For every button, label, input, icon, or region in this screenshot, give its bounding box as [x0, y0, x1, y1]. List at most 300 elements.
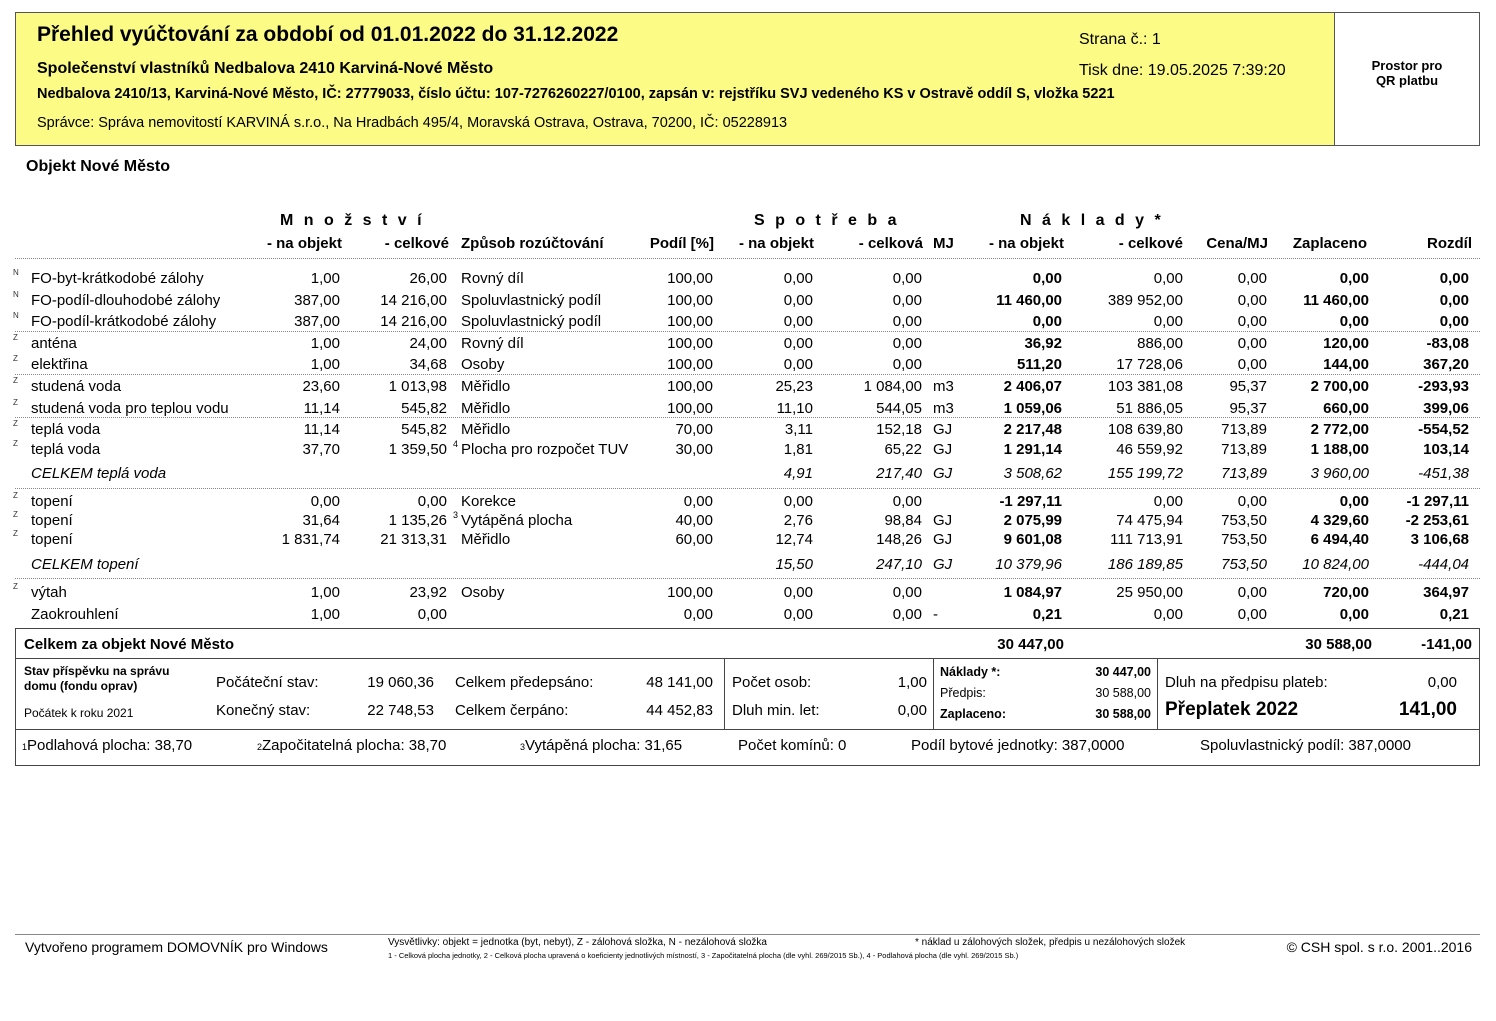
- fund-since: Počátek k roku 2021: [24, 706, 134, 720]
- cell-diff: 364,97: [1423, 584, 1469, 601]
- table-row: [0, 333, 1496, 354]
- cell-paid: 0,00: [1339, 606, 1369, 623]
- cell-q_tot: 0,00: [417, 493, 447, 510]
- row-flag: Z: [13, 491, 18, 500]
- cell-method: Osoby: [461, 584, 505, 601]
- costs-value: 30 447,00: [1095, 665, 1151, 679]
- cell-share: 100,00: [667, 356, 713, 373]
- unit-share: Podíl bytové jednotky: 387,0000: [911, 737, 1125, 754]
- heated-area-sup: 3: [520, 742, 526, 752]
- cell-q_tot: 23,92: [409, 584, 447, 601]
- footer-legend-numbers: 1 - Celková plocha jednotky, 2 - Celková plocha upravená o koeficienty jednotlivých místností, 3 - Započitatelná plocha (dle vyhl. 269/2015 Sb.), 4 - Podlahová plocha (dle vyhl. 269/2015 Sb.): [388, 951, 1019, 960]
- prescription-value: 30 588,00: [1095, 686, 1151, 700]
- counted-area-text: Započitatelná plocha: 38,70: [262, 737, 447, 754]
- cell-c_tot: 0,00: [1153, 270, 1183, 287]
- cell-c_tot: 25 950,00: [1116, 584, 1183, 601]
- cell-method: Korekce: [461, 493, 517, 510]
- cell-paid: 0,00: [1339, 270, 1369, 287]
- cell-paid: 6 494,40: [1310, 531, 1369, 548]
- col-nk-na-objekt: - na objekt: [988, 235, 1064, 252]
- cell-diff: -1 297,11: [1406, 493, 1469, 510]
- debt-value: 0,00: [1427, 674, 1457, 691]
- cell-q_obj: 31,64: [302, 512, 340, 529]
- cell-s_obj: 12,74: [775, 531, 813, 548]
- cell-s_tot: 217,40: [876, 465, 922, 482]
- cell-share: 100,00: [667, 292, 713, 309]
- table-row: [0, 398, 1496, 419]
- cell-c_tot: 0,00: [1153, 313, 1183, 330]
- cell-price: 0,00: [1237, 356, 1267, 373]
- group-naklady: N á k l a d y *: [1020, 212, 1164, 229]
- prescribed-label: Celkem předepsáno:: [455, 674, 594, 691]
- cell-q_obj: 11,14: [303, 400, 340, 417]
- cell-diff: 103,14: [1423, 441, 1469, 458]
- association-name: Společenství vlastníků Nedbalova 2410 Karviná-Nové Město: [37, 60, 494, 77]
- cell-paid: 1 188,00: [1310, 441, 1369, 458]
- cell-method: Měřidlo: [461, 378, 511, 395]
- cell-mj: GJ: [933, 421, 953, 438]
- cell-diff: -293,93: [1418, 378, 1469, 395]
- cell-diff: 0,00: [1439, 313, 1469, 330]
- cell-paid: 11 460,00: [1303, 292, 1369, 309]
- fund-label: [24, 664, 169, 694]
- cell-q_obj: 37,70: [302, 441, 340, 458]
- fund-label-line1: Stav příspěvku na správu: [24, 664, 170, 678]
- qr-label-1: Prostor pro: [1371, 58, 1443, 73]
- drawn-value: 44 452,83: [646, 702, 713, 719]
- col-sp-celkova: - celková: [858, 235, 923, 252]
- row-name: FO-byt-krátkodobé zálohy: [31, 270, 204, 287]
- cell-s_tot: 98,84: [884, 512, 922, 529]
- qr-placeholder: [1334, 12, 1480, 146]
- cell-c_tot: 74 475,94: [1116, 512, 1183, 529]
- cell-method: Měřidlo: [461, 400, 511, 417]
- row-name: teplá voda: [31, 421, 101, 438]
- cell-method: Spoluvlastnický podíl: [461, 292, 602, 309]
- row-divider: [15, 331, 1480, 332]
- cell-c_obj: 1 059,06: [1003, 400, 1062, 417]
- row-name: anténa: [31, 335, 77, 352]
- row-flag: Z: [13, 398, 18, 407]
- cell-c_tot: 0,00: [1153, 493, 1183, 510]
- table-row: [0, 419, 1496, 440]
- paid-label: Zaplaceno:: [940, 707, 1006, 721]
- cell-share: 40,00: [675, 512, 713, 529]
- cell-c_tot: 17 728,06: [1116, 356, 1183, 373]
- cell-c_obj: 2 406,07: [1003, 378, 1062, 395]
- cell-c_obj: 1 084,97: [1003, 584, 1062, 601]
- col-podil: Podíl [%]: [649, 235, 714, 252]
- row-name: Zaokrouhlení: [31, 606, 119, 623]
- cell-s_tot: 1 084,00: [863, 378, 922, 395]
- group-spotreba: S p o t ř e b a: [754, 212, 900, 229]
- cell-s_obj: 2,76: [783, 512, 813, 529]
- table-row: [0, 582, 1496, 603]
- cell-method: Vytápěná plocha: [461, 512, 573, 529]
- cell-c_obj: -1 297,11: [999, 493, 1062, 510]
- cell-c_tot: 186 189,85: [1107, 556, 1183, 573]
- cell-price: 95,37: [1229, 378, 1267, 395]
- row-flag: Z: [13, 376, 18, 385]
- cell-s_tot: 0,00: [892, 292, 922, 309]
- footer-copyright: © CSH spol. s r.o. 2001..2016: [1286, 939, 1472, 955]
- cell-q_tot: 1 135,26: [388, 512, 447, 529]
- cell-s_tot: 0,00: [892, 584, 922, 601]
- fund-label-line2: domu (fondu oprav): [24, 679, 138, 693]
- print-date: Tisk dne: 19.05.2025 7:39:20: [1079, 62, 1286, 79]
- drawn-label: Celkem čerpáno:: [455, 702, 569, 719]
- cell-q_tot: 1 013,98: [388, 378, 447, 395]
- cell-share: 0,00: [683, 493, 713, 510]
- cell-paid: 660,00: [1323, 400, 1369, 417]
- cell-price: 753,50: [1221, 556, 1267, 573]
- report-title: Přehled vyúčtování za období od 01.01.2022 do 31.12.2022: [37, 23, 619, 46]
- row-flag: Z: [13, 419, 18, 428]
- cell-paid: 120,00: [1323, 335, 1369, 352]
- table-row: [0, 491, 1496, 512]
- cell-s_tot: 148,26: [876, 531, 922, 548]
- floor-area-text: Podlahová plocha: 38,70: [27, 737, 193, 754]
- col-sp-na-objekt: - na objekt: [738, 235, 814, 252]
- subtotal-row: [0, 463, 1496, 484]
- cell-q_tot: 14 216,00: [380, 313, 447, 330]
- counted-area-sup: 2: [257, 742, 263, 752]
- cell-q_tot: 545,82: [401, 421, 447, 438]
- cell-q_obj: 387,00: [294, 313, 340, 330]
- cell-paid: 2 700,00: [1310, 378, 1369, 395]
- col-rozdil: Rozdíl: [1427, 235, 1472, 252]
- cell-share: 0,00: [683, 606, 713, 623]
- method-sup: 4: [453, 439, 459, 449]
- cell-q_tot: 0,00: [417, 606, 447, 623]
- table-row: [0, 529, 1496, 550]
- overpay-value: 141,00: [1398, 699, 1457, 720]
- cell-q_obj: 0,00: [310, 493, 340, 510]
- total-costs: 30 447,00: [997, 636, 1064, 653]
- cell-s_obj: 3,11: [784, 421, 813, 438]
- cell-diff: 399,06: [1423, 400, 1469, 417]
- cell-q_obj: 1 831,74: [281, 531, 340, 548]
- cell-c_obj: 10 379,96: [995, 556, 1062, 573]
- minor-debt-value: 0,00: [897, 702, 927, 719]
- row-flag: Z: [13, 582, 18, 591]
- cell-method: Rovný díl: [461, 270, 524, 287]
- table-row: [0, 268, 1496, 289]
- footer-legend-note: * náklad u zálohových složek, předpis u nezálohových složek: [915, 937, 1186, 948]
- cell-q_obj: 1,00: [310, 335, 340, 352]
- row-flag: Z: [13, 439, 18, 448]
- cell-s_tot: 0,00: [892, 606, 922, 623]
- table-row: [0, 354, 1496, 375]
- cell-c_tot: 51 886,05: [1116, 400, 1183, 417]
- col-zpusob: Způsob rozúčtování: [461, 235, 604, 252]
- cell-s_obj: 0,00: [783, 313, 813, 330]
- cell-price: 0,00: [1237, 584, 1267, 601]
- col-mj: MJ: [933, 235, 954, 252]
- cell-paid: 0,00: [1339, 493, 1369, 510]
- total-top-line: [15, 628, 1480, 629]
- cell-s_obj: 0,00: [783, 606, 813, 623]
- cell-paid: 0,00: [1339, 313, 1369, 330]
- cell-diff: 0,21: [1439, 606, 1469, 623]
- page-number: Strana č.: 1: [1079, 31, 1161, 48]
- costs-label: Náklady *:: [940, 665, 1001, 679]
- cell-method: Spoluvlastnický podíl: [461, 313, 602, 330]
- row-name: výtah: [31, 584, 67, 601]
- cell-paid: 144,00: [1323, 356, 1369, 373]
- cell-price: 0,00: [1237, 606, 1267, 623]
- cell-share: 100,00: [667, 400, 713, 417]
- cell-share: 100,00: [667, 270, 713, 287]
- cell-q_tot: 21 313,31: [380, 531, 447, 548]
- cell-c_obj: 1 291,14: [1003, 441, 1062, 458]
- cell-price: 95,37: [1229, 400, 1267, 417]
- cell-share: 30,00: [675, 441, 713, 458]
- cell-c_tot: 155 199,72: [1107, 465, 1183, 482]
- cell-paid: 3 960,00: [1310, 465, 1369, 482]
- prescribed-value: 48 141,00: [646, 674, 713, 691]
- cell-paid: 2 772,00: [1310, 421, 1369, 438]
- row-divider: [15, 374, 1480, 375]
- table-row: [0, 290, 1496, 311]
- row-name: FO-podíl-krátkodobé zálohy: [31, 313, 217, 330]
- cell-price: 753,50: [1221, 531, 1267, 548]
- cell-q_tot: 34,68: [409, 356, 447, 373]
- cell-price: 0,00: [1237, 270, 1267, 287]
- minor-debt-label: Dluh min. let:: [732, 702, 820, 719]
- header-divider: [15, 258, 1480, 259]
- cell-s_obj: 0,00: [783, 356, 813, 373]
- cell-c_obj: 9 601,08: [1003, 531, 1062, 548]
- table-row: [0, 376, 1496, 397]
- cell-method: Rovný díl: [461, 335, 524, 352]
- footer-legend: Vysvětlivky: objekt = jednotka (byt, nebyt), Z - zálohová složka, N - nezálohová složka: [388, 937, 767, 948]
- heated-area-text: Vytápěná plocha: 31,65: [525, 737, 683, 754]
- co-owner-share: Spoluvlastnický podíl: 387,0000: [1200, 737, 1411, 754]
- table-row: [0, 439, 1496, 460]
- debt-label: Dluh na předpisu plateb:: [1165, 674, 1328, 691]
- cell-q_tot: 24,00: [409, 335, 447, 352]
- cell-mj: m3: [933, 378, 954, 395]
- footer-created: Vytvořeno programem DOMOVNÍK pro Windows: [25, 939, 328, 955]
- col-cena-mj: Cena/MJ: [1206, 235, 1268, 252]
- cell-method: Měřidlo: [461, 531, 511, 548]
- cell-mj: -: [933, 606, 938, 623]
- cell-s_obj: 25,23: [775, 378, 813, 395]
- row-flag: N: [13, 268, 19, 277]
- cell-q_tot: 14 216,00: [380, 292, 447, 309]
- cell-c_tot: 0,00: [1153, 606, 1183, 623]
- cell-c_tot: 389 952,00: [1107, 292, 1183, 309]
- qr-label-2: QR platbu: [1375, 73, 1439, 88]
- cell-s_tot: 544,05: [876, 400, 922, 417]
- cell-s_obj: 11,10: [776, 400, 813, 417]
- object-title: Objekt Nové Město: [26, 158, 171, 175]
- cell-share: 60,00: [675, 531, 713, 548]
- manager-info: Správce: Správa nemovitostí KARVINÁ s.r.o., Na Hradbách 495/4, Moravská Ostrava, Ostrava, 70200, IČ: 05228913: [37, 115, 788, 131]
- cell-s_obj: 0,00: [783, 584, 813, 601]
- col-na-objekt: - na objekt: [266, 235, 342, 252]
- cell-price: 0,00: [1237, 313, 1267, 330]
- row-divider: [15, 578, 1480, 579]
- cell-mj: GJ: [933, 465, 953, 482]
- row-name: studená voda pro teplou vodu: [31, 400, 229, 417]
- cell-q_tot: 26,00: [409, 270, 447, 287]
- cell-share: 100,00: [667, 335, 713, 352]
- paid-value: 30 588,00: [1095, 707, 1151, 721]
- cell-q_obj: 23,60: [302, 378, 340, 395]
- row-flag: N: [13, 290, 19, 299]
- persons-value: 1,00: [897, 674, 927, 691]
- cell-s_obj: 4,91: [783, 465, 813, 482]
- cell-s_tot: 152,18: [876, 421, 922, 438]
- cell-c_obj: 11 460,00: [996, 292, 1062, 309]
- cell-c_tot: 111 713,91: [1110, 531, 1183, 548]
- cell-q_obj: 1,00: [310, 584, 340, 601]
- cell-q_obj: 1,00: [310, 606, 340, 623]
- cell-c_obj: 3 508,62: [1003, 465, 1062, 482]
- cell-q_obj: 11,14: [303, 421, 340, 438]
- cell-c_obj: 0,00: [1032, 270, 1062, 287]
- cell-s_obj: 0,00: [783, 270, 813, 287]
- cell-method: Plocha pro rozpočet TUV: [461, 441, 629, 458]
- table-row: [0, 311, 1496, 332]
- cell-q_tot: 1 359,50: [388, 441, 447, 458]
- cell-c_tot: 108 639,80: [1107, 421, 1183, 438]
- prescription-label: Předpis:: [940, 686, 986, 700]
- col-celkove: - celkové: [384, 235, 449, 252]
- group-mnozstvi: M n o ž s t v í: [280, 212, 425, 229]
- cell-c_obj: 2 075,99: [1003, 512, 1062, 529]
- col-zaplaceno: Zaplaceno: [1292, 235, 1367, 252]
- cell-s_tot: 65,22: [884, 441, 922, 458]
- cell-q_obj: 1,00: [310, 356, 340, 373]
- cell-c_tot: 46 559,92: [1116, 441, 1183, 458]
- start-label: Počáteční stav:: [216, 674, 319, 691]
- cell-price: 0,00: [1237, 335, 1267, 352]
- subtotal-row: [0, 554, 1496, 575]
- cell-diff: 367,20: [1423, 356, 1469, 373]
- row-name: topení: [31, 512, 73, 529]
- cell-mj: GJ: [933, 441, 953, 458]
- cell-method: Měřidlo: [461, 421, 511, 438]
- cell-share: 100,00: [667, 584, 713, 601]
- cell-s_tot: 0,00: [892, 335, 922, 352]
- cell-c_obj: 0,21: [1032, 606, 1062, 623]
- row-name: studená voda: [31, 378, 122, 395]
- end-label: Konečný stav:: [216, 702, 311, 719]
- cell-diff: -2 253,61: [1405, 512, 1469, 529]
- cell-diff: -554,52: [1418, 421, 1469, 438]
- cell-s_obj: 15,50: [775, 556, 813, 573]
- col-nk-celkove: - celkové: [1118, 235, 1183, 252]
- cell-s_obj: 0,00: [783, 335, 813, 352]
- cell-c_tot: 103 381,08: [1107, 378, 1183, 395]
- subtotal-label: CELKEM teplá voda: [31, 465, 167, 482]
- cell-s_obj: 0,00: [783, 493, 813, 510]
- cell-price: 0,00: [1237, 493, 1267, 510]
- cell-share: 70,00: [675, 421, 713, 438]
- footer-line: [15, 934, 1480, 935]
- header-box: [15, 12, 1335, 146]
- cell-diff: -451,38: [1418, 465, 1469, 482]
- cell-price: 0,00: [1237, 292, 1267, 309]
- row-flag: Z: [13, 510, 18, 519]
- cell-mj: GJ: [933, 556, 953, 573]
- row-flag: Z: [13, 529, 18, 538]
- overpay-label: Přeplatek 2022: [1165, 699, 1299, 720]
- cell-s_tot: 247,10: [876, 556, 922, 573]
- cell-method: Osoby: [461, 356, 505, 373]
- cell-diff: 3 106,68: [1410, 531, 1469, 548]
- row-flag: N: [13, 311, 19, 320]
- row-name: elektřina: [31, 356, 88, 373]
- cell-s_tot: 0,00: [892, 356, 922, 373]
- cell-q_tot: 545,82: [401, 400, 447, 417]
- cell-price: 753,50: [1221, 512, 1267, 529]
- cell-paid: 720,00: [1323, 584, 1369, 601]
- cell-diff: -83,08: [1426, 335, 1469, 352]
- row-name: FO-podíl-dlouhodobé zálohy: [31, 292, 221, 309]
- total-diff: -141,00: [1421, 636, 1472, 653]
- cell-q_obj: 1,00: [310, 270, 340, 287]
- row-name: teplá voda: [31, 441, 101, 458]
- cell-diff: 0,00: [1439, 270, 1469, 287]
- row-flag: Z: [13, 333, 18, 342]
- cell-diff: 0,00: [1439, 292, 1469, 309]
- association-address: Nedbalova 2410/13, Karviná-Nové Město, IČ: 27779033, číslo účtu: 107-7276260227/0100, zapsán v: rejstříku SVJ vedeného KS v Ostravě oddíl S, vložka 5221: [37, 86, 1115, 102]
- floor-area: [22, 737, 192, 754]
- cell-c_obj: 2 217,48: [1003, 421, 1062, 438]
- heated-area: [520, 737, 682, 754]
- cell-share: 100,00: [667, 378, 713, 395]
- cell-q_obj: 387,00: [294, 292, 340, 309]
- cell-paid: 4 329,60: [1310, 512, 1369, 529]
- counted-area: [257, 737, 446, 754]
- cell-price: 713,89: [1221, 441, 1267, 458]
- cell-share: 100,00: [667, 313, 713, 330]
- total-label: Celkem za objekt Nové Město: [24, 636, 235, 653]
- cell-s_obj: 0,00: [783, 292, 813, 309]
- method-sup: 3: [453, 510, 459, 520]
- row-name: topení: [31, 531, 73, 548]
- cell-c_obj: 0,00: [1032, 313, 1062, 330]
- subtotal-label: CELKEM topení: [31, 556, 139, 573]
- cell-s_tot: 0,00: [892, 270, 922, 287]
- cell-price: 713,89: [1221, 421, 1267, 438]
- end-value: 22 748,53: [367, 702, 434, 719]
- table-row: [0, 604, 1496, 625]
- cell-mj: GJ: [933, 531, 953, 548]
- cell-paid: 10 824,00: [1302, 556, 1369, 573]
- cell-s_tot: 0,00: [892, 313, 922, 330]
- row-divider: [15, 488, 1480, 489]
- cell-c_tot: 886,00: [1137, 335, 1183, 352]
- cell-s_obj: 1,81: [783, 441, 813, 458]
- persons-label: Počet osob:: [732, 674, 812, 691]
- row-flag: Z: [13, 354, 18, 363]
- cell-diff: -444,04: [1418, 556, 1469, 573]
- cell-c_obj: 511,20: [1016, 356, 1062, 373]
- cell-mj: m3: [933, 400, 954, 417]
- cell-s_tot: 0,00: [892, 493, 922, 510]
- cell-c_obj: 36,92: [1024, 335, 1062, 352]
- table-row: [0, 510, 1496, 531]
- start-value: 19 060,36: [367, 674, 434, 691]
- cell-price: 713,89: [1221, 465, 1267, 482]
- total-paid: 30 588,00: [1305, 636, 1372, 653]
- cell-mj: GJ: [933, 512, 953, 529]
